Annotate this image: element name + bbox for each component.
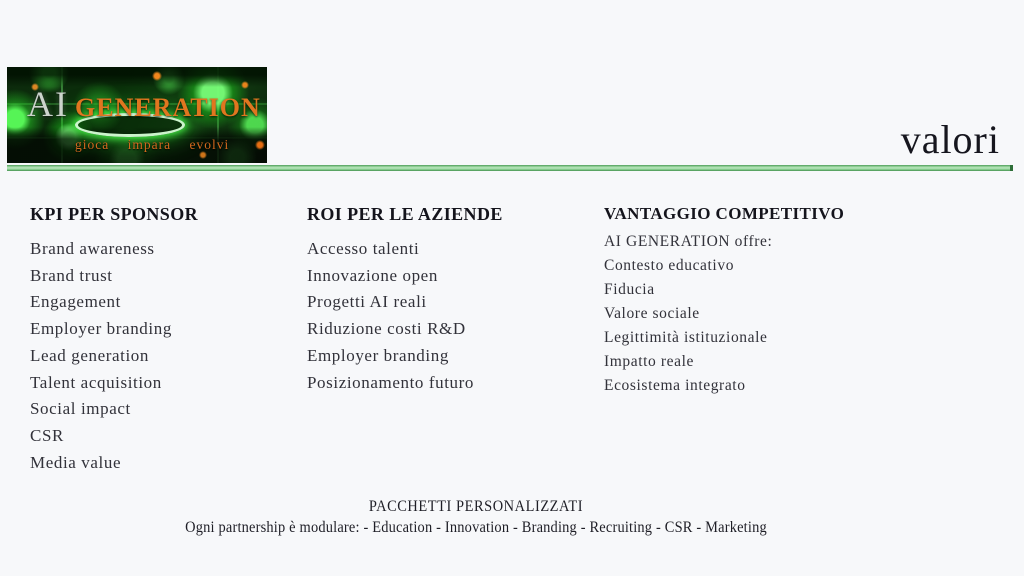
list-item: Legittimità istituzionale	[604, 329, 768, 346]
logo-wordmark	[27, 83, 261, 126]
list-item: Lead generation	[30, 345, 149, 365]
list-item: Talent acquisition	[30, 372, 162, 392]
list-item: Riduzione costi R&D	[307, 319, 466, 339]
list-item: Contesto educativo	[604, 257, 735, 274]
list-item: Progetti AI reali	[307, 292, 427, 312]
list-item: Valore sociale	[604, 305, 700, 322]
list-item: Employer branding	[307, 345, 449, 365]
list-item: Posizionamento futuro	[307, 372, 474, 392]
list-item: Accesso talenti	[307, 239, 420, 258]
green-divider	[7, 165, 1013, 171]
list-item: Social impact	[30, 399, 131, 419]
list-item: Ecosistema integrato	[604, 377, 746, 394]
logo-text-ai: AI	[27, 84, 69, 124]
list-item: Brand trust	[30, 265, 113, 285]
list-item: Engagement	[30, 292, 121, 312]
logo-text-generation: GENERATION	[75, 93, 261, 122]
column-vantaggio-competitivo	[604, 204, 844, 398]
list-item: Employer branding	[30, 319, 172, 339]
list-item: Innovazione open	[307, 265, 438, 285]
list-item: Fiducia	[604, 281, 655, 298]
column-heading: VANTAGGIO COMPETITIVO	[604, 204, 845, 223]
footer-title: PACCHETTI PERSONALIZZATI	[368, 498, 584, 515]
list-item: Media value	[30, 452, 122, 472]
kpi-list	[30, 236, 198, 476]
column-heading: ROI PER LE AZIENDE	[307, 204, 503, 224]
logo-tagline: gioca impara evolvi	[75, 137, 230, 152]
list-item: Impatto reale	[604, 353, 694, 370]
list-item: Brand awareness	[30, 239, 155, 258]
column-roi-per-le-aziende	[307, 204, 503, 396]
footer-subtitle: Ogni partnership è modulare: - Education - Innovation - Branding - Recruiting - CSR - Marketing	[185, 519, 767, 536]
column-heading: KPI PER SPONSOR	[30, 204, 199, 224]
page-title: valori	[900, 117, 1000, 162]
column-kpi-per-sponsor	[30, 204, 198, 476]
footer	[33, 497, 918, 539]
brand-logo	[7, 67, 267, 163]
column-intro: AI GENERATION offre:	[604, 233, 773, 250]
roi-list	[307, 236, 503, 396]
vantaggio-list	[604, 254, 844, 398]
list-item: CSR	[30, 425, 64, 445]
